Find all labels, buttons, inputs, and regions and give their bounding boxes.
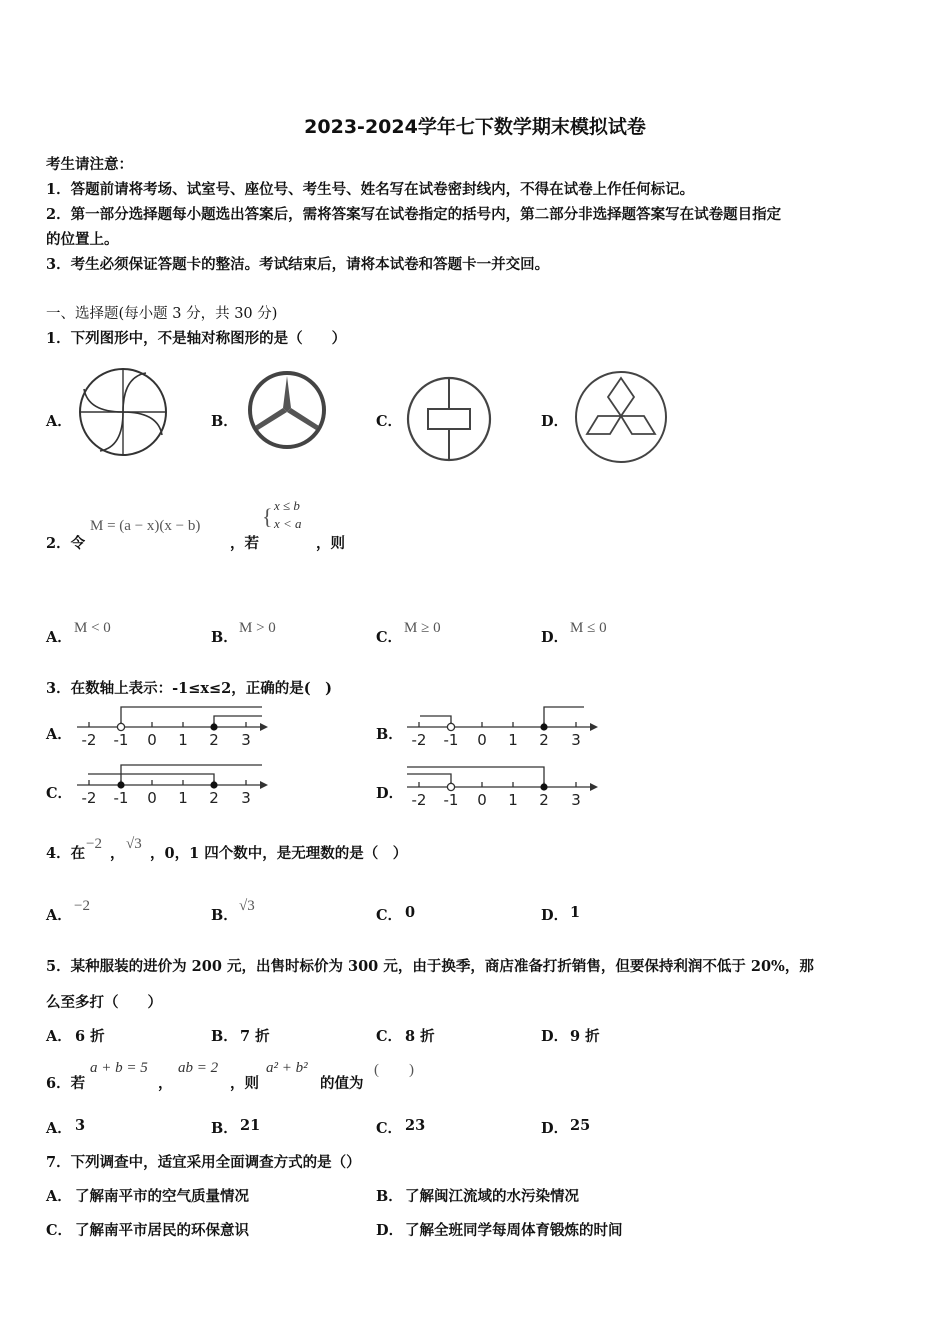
q1-option-c-label: C． [376, 413, 403, 430]
tick-label: -2 [81, 789, 97, 807]
q2-brace: { [262, 504, 273, 529]
tick-label: 3 [571, 791, 581, 809]
q4-suffix: ，0，1 四个数中，是无理数的是（ ） [150, 845, 408, 862]
q6-option-d-value: 25 [570, 1117, 591, 1134]
q3-stem: 3．在数轴上表示：-1≤x≤2，正确的是( ) [46, 680, 332, 697]
notice-item-2: 2．第一部分选择题每小题选出答案后，需将答案写在试卷指定的括号内，第二部分非选择题答案写在试卷题目指定 [46, 206, 782, 223]
q2-option-a-label: A． [46, 629, 72, 646]
q7-option-c-value: 了解南平市居民的环保意识 [75, 1222, 249, 1239]
tick-label: 1 [508, 731, 518, 749]
q6-mid: ，则 [230, 1075, 259, 1092]
q2-option-c-value: M ≥ 0 [404, 620, 441, 636]
q1-option-a-label: A． [46, 413, 72, 430]
tick-label: 3 [571, 731, 581, 749]
page-title: 2023-2024学年七下数学期末模拟试卷 [304, 116, 646, 138]
q4-sep: ， [110, 845, 125, 862]
q2-option-b-value: M > 0 [239, 620, 276, 636]
q7-option-d-value: 了解全班同学每周体育锻炼的时间 [405, 1222, 623, 1239]
q5-option-c-value: 8 折 [405, 1028, 435, 1045]
q4-option-a-value: −2 [74, 898, 90, 914]
q6-option-c-label: C． [376, 1120, 403, 1137]
q1-stem: 1．下列图形中，不是轴对称图形的是（ ） [46, 330, 347, 347]
q2-option-a-value: M < 0 [74, 620, 111, 636]
q2-comma: ，若 [230, 535, 259, 552]
q7-option-d-label: D． [376, 1222, 404, 1239]
q6-option-b-label: B． [211, 1120, 238, 1137]
tick-label: -1 [443, 731, 459, 749]
q1-figure-a [76, 365, 170, 459]
tick-label: 0 [147, 789, 157, 807]
q5-option-d-value: 9 折 [570, 1028, 600, 1045]
q4-option-c-label: C． [376, 907, 403, 924]
q5-option-c-label: C． [376, 1028, 403, 1045]
q2-option-d-value: M ≤ 0 [570, 620, 607, 636]
q7-option-c-label: C． [46, 1222, 73, 1239]
q4-option-d-value: 1 [570, 904, 581, 921]
q4-prefix: 4．在 [46, 845, 86, 862]
section-heading: 一、选择题(每小题 3 分，共 30 分) [46, 306, 278, 322]
q5-line1: 5．某种服装的进价为 200 元，出售时标价为 300 元，由于换季，商店准备打折销售，但要保持利润不低于 20%，那 [46, 958, 814, 975]
tick-label: 0 [477, 731, 487, 749]
q6-expression: a² + b² [266, 1060, 308, 1076]
q7-option-b-label: B． [376, 1188, 403, 1205]
tick-label: 1 [508, 791, 518, 809]
q5-option-b-label: B． [211, 1028, 238, 1045]
q2-option-b-label: B． [211, 629, 238, 646]
q5-option-a-label: A． [46, 1028, 72, 1045]
tick-label: -2 [81, 731, 97, 749]
notice-heading: 考生请注意： [46, 156, 133, 173]
tick-label: 0 [147, 731, 157, 749]
tick-label: -1 [113, 789, 129, 807]
q2-option-d-label: D． [541, 629, 569, 646]
q1-option-d-label: D． [541, 413, 569, 430]
q6-option-a-label: A． [46, 1120, 72, 1137]
q6-option-c-value: 23 [405, 1117, 426, 1134]
q5-line2: 么至多打（ ） [46, 994, 162, 1011]
q4-number-sqrt3: √3 [126, 836, 142, 852]
q4-option-b-label: B． [211, 907, 238, 924]
q1-figure-c [404, 376, 494, 462]
q3-numberline-c [72, 760, 272, 808]
q3-option-c-label: C． [46, 785, 73, 802]
tick-label: 2 [209, 789, 219, 807]
tick-label: -1 [443, 791, 459, 809]
q6-option-a-value: 3 [75, 1117, 86, 1134]
q2-system-line2: x < a [274, 516, 302, 531]
q4-option-a-label: A． [46, 907, 72, 924]
q4-option-d-label: D． [541, 907, 569, 924]
q2-prefix: 2．令 [46, 535, 86, 552]
q6-sep: ， [158, 1075, 173, 1092]
q3-numberline-b [402, 702, 602, 750]
q2-expression: M = (a − x)(x − b) [90, 518, 201, 534]
q3-option-b-label: B． [376, 726, 403, 743]
q6-answer-paren: ( ) [374, 1062, 414, 1078]
tick-label: 0 [477, 791, 487, 809]
q2-option-c-label: C． [376, 629, 403, 646]
tick-label: 1 [178, 789, 188, 807]
notice-item-3: 3．考生必须保证答题卡的整洁。考试结束后，请将本试卷和答题卡一并交回。 [46, 256, 550, 273]
notice-item-2-cont: 的位置上。 [46, 231, 119, 248]
q5-option-d-label: D． [541, 1028, 569, 1045]
q3-option-a-label: A． [46, 726, 72, 743]
q6-equation-1: a + b = 5 [90, 1060, 148, 1076]
tick-label: 3 [241, 731, 251, 749]
q6-option-b-value: 21 [240, 1117, 261, 1134]
q6-option-d-label: D． [541, 1120, 569, 1137]
q1-figure-b [244, 370, 330, 450]
q7-option-a-label: A． [46, 1188, 72, 1205]
q6-prefix: 6．若 [46, 1075, 86, 1092]
tick-label: 3 [241, 789, 251, 807]
tick-label: -2 [411, 731, 427, 749]
q7-stem: 7．下列调查中，适宜采用全面调查方式的是（） [46, 1154, 361, 1171]
q7-option-a-value: 了解南平市的空气质量情况 [75, 1188, 249, 1205]
q5-option-a-value: 6 折 [75, 1028, 105, 1045]
tick-label: 2 [539, 791, 549, 809]
tick-label: 1 [178, 731, 188, 749]
tick-label: -2 [411, 791, 427, 809]
q5-option-b-value: 7 折 [240, 1028, 270, 1045]
q7-option-b-value: 了解闽江流域的水污染情况 [405, 1188, 579, 1205]
tick-label: 2 [539, 731, 549, 749]
q1-option-b-label: B． [211, 413, 238, 430]
q1-figure-d [572, 370, 670, 464]
q6-suffix: 的值为 [320, 1075, 364, 1092]
q4-option-b-value: √3 [239, 898, 255, 914]
q2-system-line1: x ≤ b [274, 498, 300, 513]
q6-equation-2: ab = 2 [178, 1060, 219, 1076]
notice-item-1: 1．答题前请将考场、试室号、座位号、考生号、姓名写在试卷密封线内，不得在试卷上作任何标记。 [46, 181, 695, 198]
q3-numberline-a [72, 702, 272, 750]
q3-numberline-d [402, 762, 602, 810]
q2-suffix: ，则 [316, 535, 345, 552]
tick-label: 2 [209, 731, 219, 749]
q4-option-c-value: 0 [405, 904, 416, 921]
tick-label: -1 [113, 731, 129, 749]
q3-option-d-label: D． [376, 785, 404, 802]
q4-number-neg2: −2 [86, 836, 102, 852]
